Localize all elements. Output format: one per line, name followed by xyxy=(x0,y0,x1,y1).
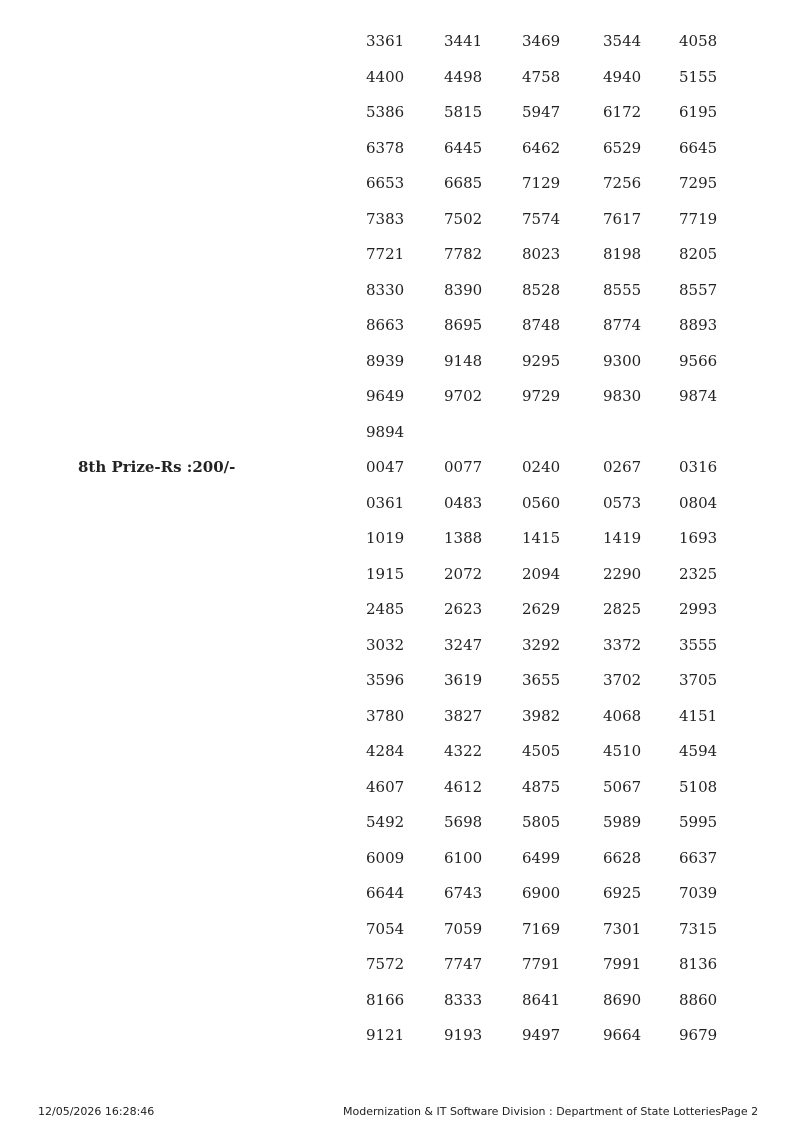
ticket-number: 4594 xyxy=(679,742,718,760)
ticket-number: 9300 xyxy=(603,351,642,370)
ticket-number: 6645 xyxy=(679,138,718,157)
ticket-number: 7315 xyxy=(679,919,718,938)
ticket-number: 6172 xyxy=(603,103,642,121)
footer-page-number: Page 2 xyxy=(721,1105,759,1118)
ticket-number: 9649 xyxy=(366,387,405,405)
previous-prize-grid xyxy=(366,24,739,450)
ticket-number: 3705 xyxy=(679,671,718,689)
ticket-number: 7747 xyxy=(444,955,483,973)
ticket-number: 7169 xyxy=(522,919,561,938)
ticket-number: 5805 xyxy=(522,813,561,831)
ticket-number: 9729 xyxy=(522,387,561,405)
ticket-number: 6378 xyxy=(366,138,405,157)
ticket-number: 4940 xyxy=(603,67,642,86)
ticket-number: 8641 xyxy=(522,990,561,1009)
ticket-number: 4612 xyxy=(444,777,483,796)
ticket-number: 4510 xyxy=(603,742,642,760)
number-row xyxy=(366,557,739,593)
number-row xyxy=(366,379,739,415)
footer-datetime: 12/05/2026 16:28:46 xyxy=(38,1105,155,1118)
ticket-number: 3292 xyxy=(522,635,561,654)
ticket-number: 6637 xyxy=(679,848,718,867)
ticket-number: 2629 xyxy=(522,600,561,618)
number-row xyxy=(366,166,739,202)
ticket-number: 6195 xyxy=(679,103,718,121)
ticket-number: 6100 xyxy=(444,848,483,867)
ticket-number: 5995 xyxy=(679,813,718,831)
ticket-number: 5067 xyxy=(603,777,642,796)
number-row xyxy=(366,131,739,167)
number-row xyxy=(366,1018,739,1054)
ticket-number: 3702 xyxy=(603,671,642,689)
ticket-number: 1388 xyxy=(444,529,483,547)
ticket-number: 7721 xyxy=(366,245,405,263)
ticket-number: 8023 xyxy=(522,245,561,263)
ticket-number: 0240 xyxy=(522,458,561,476)
ticket-number: 1019 xyxy=(366,529,405,547)
ticket-number: 2094 xyxy=(522,564,561,583)
ticket-number: 7256 xyxy=(603,174,642,192)
ticket-number: 8939 xyxy=(366,351,405,370)
ticket-number: 8557 xyxy=(679,280,718,299)
ticket-number: 4607 xyxy=(366,777,405,796)
ticket-number: 3982 xyxy=(522,706,561,725)
ticket-number: 0483 xyxy=(444,493,483,512)
ticket-number: 6644 xyxy=(366,884,405,902)
ticket-number: 6009 xyxy=(366,848,405,867)
number-row xyxy=(366,273,739,309)
ticket-number: 4505 xyxy=(522,742,561,760)
number-row xyxy=(366,95,739,131)
number-row xyxy=(366,770,739,806)
ticket-number: 4151 xyxy=(679,706,718,725)
ticket-number: 7054 xyxy=(366,919,405,938)
ticket-number: 2072 xyxy=(444,564,483,583)
ticket-number: 4758 xyxy=(522,67,561,86)
ticket-number: 8690 xyxy=(603,990,642,1009)
ticket-number: 0804 xyxy=(679,493,718,512)
ticket-number: 9830 xyxy=(603,387,642,405)
ticket-number: 5155 xyxy=(679,67,718,86)
ticket-number: 2825 xyxy=(603,600,642,618)
page-footer xyxy=(0,1105,800,1121)
ticket-number: 7719 xyxy=(679,209,718,228)
ticket-number: 5815 xyxy=(444,103,483,121)
ticket-number: 7791 xyxy=(522,955,561,973)
number-row xyxy=(366,947,739,983)
ticket-number: 2485 xyxy=(366,600,405,618)
ticket-number: 9566 xyxy=(679,351,718,370)
ticket-number: 6529 xyxy=(603,138,642,157)
ticket-number: 6499 xyxy=(522,848,561,867)
ticket-number: 3441 xyxy=(444,32,483,50)
ticket-number: 9295 xyxy=(522,351,561,370)
ticket-number: 4322 xyxy=(444,742,483,760)
ticket-number: 8390 xyxy=(444,280,483,299)
ticket-number: 8166 xyxy=(366,990,405,1009)
ticket-number: 3032 xyxy=(366,635,405,654)
ticket-number: 3827 xyxy=(444,706,483,725)
number-row xyxy=(366,486,739,522)
ticket-number: 4058 xyxy=(679,32,718,50)
ticket-number: 5492 xyxy=(366,813,405,831)
ticket-number: 9121 xyxy=(366,1026,405,1044)
ticket-number: 2325 xyxy=(679,564,718,583)
ticket-number: 3655 xyxy=(522,671,561,689)
number-row xyxy=(366,663,739,699)
ticket-number: 3619 xyxy=(444,671,483,689)
ticket-number: 3555 xyxy=(679,635,718,654)
ticket-number: 5947 xyxy=(522,103,561,121)
ticket-number: 5989 xyxy=(603,813,642,831)
ticket-number: 1915 xyxy=(366,564,405,583)
ticket-number: 1419 xyxy=(603,529,642,547)
ticket-number: 8198 xyxy=(603,245,642,263)
ticket-number: 3544 xyxy=(603,32,642,50)
ticket-number: 8663 xyxy=(366,316,405,334)
ticket-number: 8860 xyxy=(679,990,718,1009)
eighth-prize-label: 8th Prize-Rs :200/- xyxy=(78,458,236,476)
ticket-number: 4875 xyxy=(522,777,561,796)
number-row xyxy=(366,344,739,380)
ticket-number: 4400 xyxy=(366,67,405,86)
ticket-number: 2623 xyxy=(444,600,483,618)
ticket-number: 6445 xyxy=(444,138,483,157)
number-row xyxy=(366,628,739,664)
ticket-number: 8528 xyxy=(522,280,561,299)
ticket-number: 4284 xyxy=(366,742,405,760)
ticket-number: 5386 xyxy=(366,103,405,121)
ticket-number: 0047 xyxy=(366,458,405,476)
number-row xyxy=(366,805,739,841)
ticket-number: 0560 xyxy=(522,493,561,512)
ticket-number: 6462 xyxy=(522,138,561,157)
ticket-number: 0361 xyxy=(366,493,405,512)
ticket-number: 7572 xyxy=(366,955,405,973)
ticket-number: 0316 xyxy=(679,458,718,476)
ticket-number: 3469 xyxy=(522,32,561,50)
ticket-number: 9664 xyxy=(603,1026,642,1044)
ticket-number: 6628 xyxy=(603,848,642,867)
ticket-number: 6743 xyxy=(444,884,483,902)
ticket-number: 7129 xyxy=(522,174,561,192)
ticket-number: 6900 xyxy=(522,884,561,902)
previous-prize-numbers xyxy=(366,24,739,450)
ticket-number: 7617 xyxy=(603,209,642,228)
ticket-number: 2993 xyxy=(679,600,718,618)
number-row xyxy=(366,734,739,770)
number-row xyxy=(366,237,739,273)
ticket-number: 8555 xyxy=(603,280,642,299)
ticket-number: 9894 xyxy=(366,422,405,441)
ticket-number: 0077 xyxy=(444,458,483,476)
ticket-number: 9193 xyxy=(444,1026,483,1044)
ticket-number: 7502 xyxy=(444,209,483,228)
ticket-number: 1415 xyxy=(522,529,561,547)
ticket-number: 9874 xyxy=(679,387,718,405)
number-row xyxy=(366,912,739,948)
ticket-number: 9702 xyxy=(444,387,483,405)
ticket-number: 9679 xyxy=(679,1026,718,1044)
ticket-number: 7295 xyxy=(679,174,718,192)
ticket-number: 8205 xyxy=(679,245,718,263)
ticket-number: 3596 xyxy=(366,671,405,689)
ticket-number: 0267 xyxy=(603,458,642,476)
ticket-number: 3361 xyxy=(366,32,405,50)
ticket-number: 0573 xyxy=(603,493,642,512)
ticket-number: 7991 xyxy=(603,955,642,973)
ticket-number: 7383 xyxy=(366,209,405,228)
ticket-number: 7574 xyxy=(522,209,561,228)
ticket-number: 8893 xyxy=(679,316,718,334)
number-row xyxy=(366,308,739,344)
number-row xyxy=(366,983,739,1019)
eighth-prize-grid xyxy=(366,450,739,1054)
ticket-number: 2290 xyxy=(603,564,642,583)
number-row xyxy=(366,415,739,451)
number-row xyxy=(366,592,739,628)
ticket-number: 8748 xyxy=(522,316,561,334)
ticket-number: 3247 xyxy=(444,635,483,654)
ticket-number: 6925 xyxy=(603,884,642,902)
ticket-number: 8333 xyxy=(444,990,483,1009)
ticket-number: 9497 xyxy=(522,1026,561,1044)
number-row xyxy=(366,841,739,877)
ticket-number: 8330 xyxy=(366,280,405,299)
ticket-number: 5108 xyxy=(679,777,718,796)
ticket-number: 8774 xyxy=(603,316,642,334)
number-row xyxy=(366,450,739,486)
ticket-number: 3372 xyxy=(603,635,642,654)
ticket-number: 4068 xyxy=(603,706,642,725)
ticket-number: 6685 xyxy=(444,174,483,192)
number-row xyxy=(366,24,739,60)
number-row xyxy=(366,876,739,912)
ticket-number: 6653 xyxy=(366,174,405,192)
ticket-number: 8136 xyxy=(679,955,718,973)
ticket-number: 7301 xyxy=(603,919,642,938)
ticket-number: 8695 xyxy=(444,316,483,334)
ticket-number: 7039 xyxy=(679,884,718,902)
ticket-number: 4498 xyxy=(444,67,483,86)
ticket-number: 7059 xyxy=(444,919,483,938)
ticket-number: 5698 xyxy=(444,813,483,831)
footer-division: Modernization & IT Software Division : Department of State Lotteries xyxy=(343,1105,722,1118)
number-row xyxy=(366,699,739,735)
ticket-number: 9148 xyxy=(444,351,483,370)
number-row xyxy=(366,202,739,238)
number-row xyxy=(366,60,739,96)
number-row xyxy=(366,521,739,557)
ticket-number: 1693 xyxy=(679,529,718,547)
ticket-number: 7782 xyxy=(444,245,483,263)
ticket-number: 3780 xyxy=(366,706,405,725)
